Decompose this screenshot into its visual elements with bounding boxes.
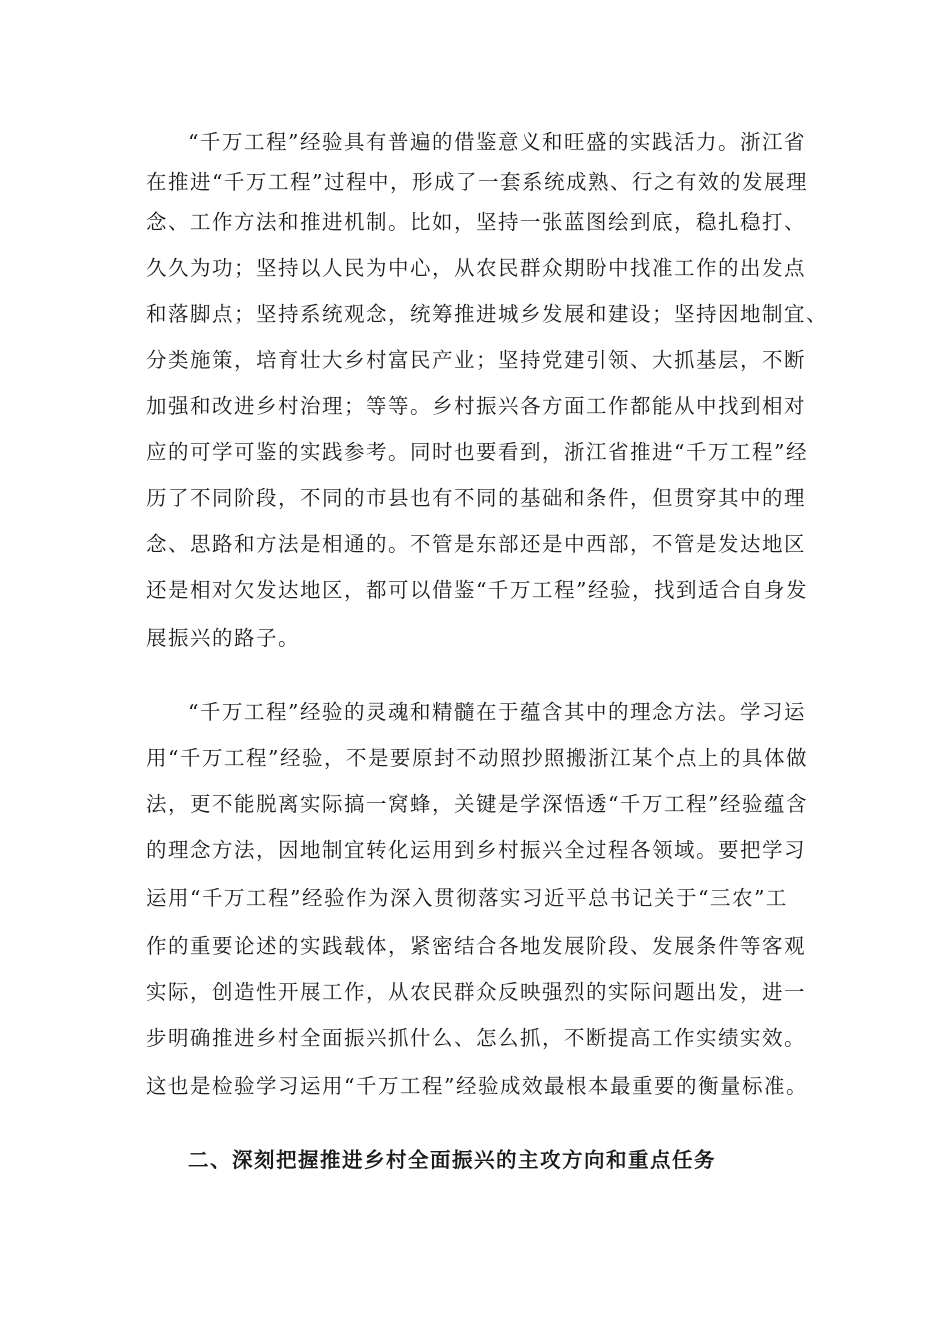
paragraph-2-line-1: “千万工程”经验的灵魂和精髓在于蕴含其中的理念方法。学习运 — [188, 700, 806, 724]
paragraph-1-line-11: 还是相对欠发达地区，都可以借鉴“千万工程”经验，找到适合自身发 — [146, 578, 808, 602]
section-heading: 二、深刻把握推进乡村全面振兴的主攻方向和重点任务 — [188, 1148, 716, 1172]
paragraph-2-line-7: 实际，创造性开展工作，从农民群众反映强烈的实际问题出发，进一 — [146, 980, 806, 1004]
paragraph-1-line-5: 和落脚点；坚持系统观念，统筹推进城乡发展和建设；坚持因地制宜、 — [146, 302, 828, 326]
paragraph-2-line-3: 法，更不能脱离实际搞一窝蜂，关键是学深悟透“千万工程”经验蕴含 — [146, 792, 808, 816]
paragraph-2-line-9: 这也是检验学习运用“千万工程”经验成效最根本最重要的衡量标准。 — [146, 1074, 808, 1098]
paragraph-1-line-8: 应的可学可鉴的实践参考。同时也要看到，浙江省推进“千万工程”经 — [146, 440, 808, 464]
paragraph-1-line-9: 历了不同阶段，不同的市县也有不同的基础和条件，但贯穿其中的理 — [146, 486, 806, 510]
paragraph-1-line-2: 在推进“千万工程”过程中，形成了一套系统成熟、行之有效的发展理 — [146, 170, 808, 194]
paragraph-1-line-12: 展振兴的路子。 — [146, 626, 300, 650]
paragraph-2-line-6: 作的重要论述的实践载体，紧密结合各地发展阶段、发展条件等客观 — [146, 934, 806, 958]
paragraph-1-line-3: 念、工作方法和推进机制。比如，坚持一张蓝图绘到底，稳扎稳打、 — [146, 210, 806, 234]
paragraph-1-line-4: 久久为功；坚持以人民为中心，从农民群众期盼中找准工作的出发点 — [146, 256, 806, 280]
paragraph-2-line-5: 运用“千万工程”经验作为深入贯彻落实习近平总书记关于“三农”工 — [146, 886, 788, 910]
paragraph-2-line-4: 的理念方法，因地制宜转化运用到乡村振兴全过程各领域。要把学习 — [146, 838, 806, 862]
paragraph-2-line-8: 步明确推进乡村全面振兴抓什么、怎么抓，不断提高工作实绩实效。 — [146, 1026, 806, 1050]
paragraph-1-line-1: “千万工程”经验具有普遍的借鉴意义和旺盛的实践活力。浙江省 — [188, 130, 806, 154]
paragraph-1-line-10: 念、思路和方法是相通的。不管是东部还是中西部，不管是发达地区 — [146, 532, 806, 556]
paragraph-1-line-7: 加强和改进乡村治理；等等。乡村振兴各方面工作都能从中找到相对 — [146, 394, 806, 418]
paragraph-1-line-6: 分类施策，培育壮大乡村富民产业；坚持党建引领、大抓基层，不断 — [146, 348, 806, 372]
paragraph-2-line-2: 用“千万工程”经验，不是要原封不动照抄照搬浙江某个点上的具体做 — [146, 746, 808, 770]
